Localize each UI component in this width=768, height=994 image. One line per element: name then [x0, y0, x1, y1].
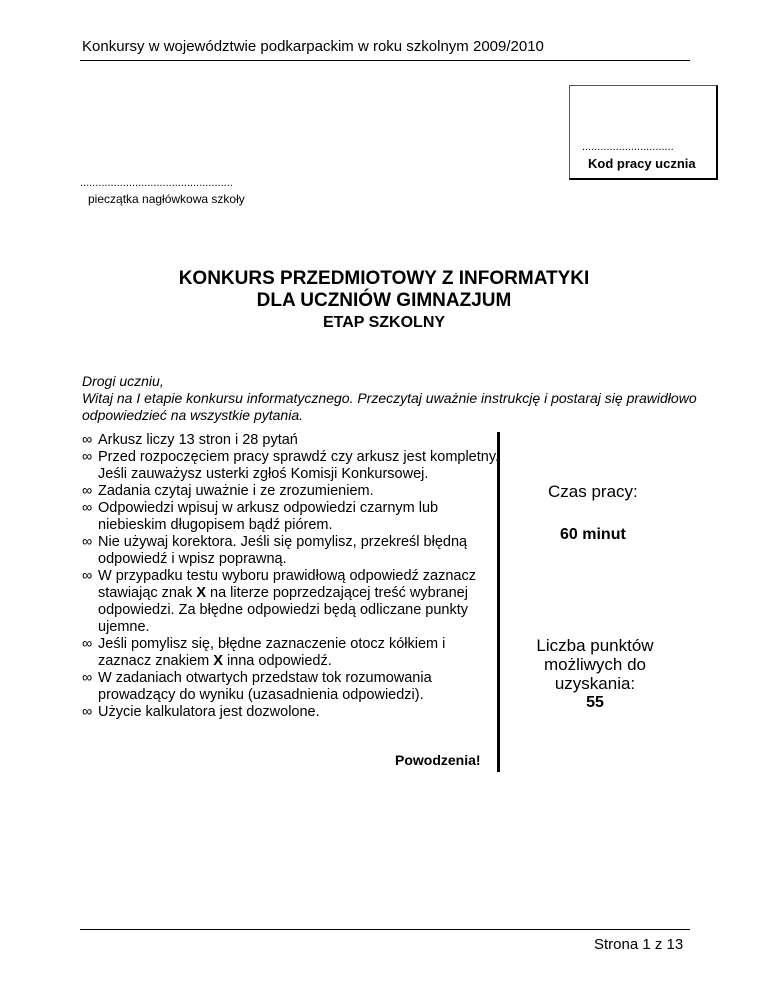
- instruction-text: W zadaniach otwartych przedstaw tok rozumowania prowadzący do wyniku (uzasadnienia odpowiedzi).: [98, 670, 432, 703]
- intro-greeting: Drogi uczniu,: [82, 373, 164, 389]
- bullet-icon: ∞: [82, 568, 93, 584]
- instruction-text: Odpowiedzi wpisuj w arkusz odpowiedzi czarnym lub niebieskim długopisem bądź piórem.: [98, 500, 439, 533]
- instruction-bold-mark: X: [213, 653, 223, 669]
- intro-text: Witaj na I etapie konkursu informatycznego. Przeczytaj uważnie instrukcję i postaraj się prawidłowo odpowiedzieć na wszystkie pytania.: [82, 390, 697, 423]
- instruction-text-continued: na literze poprzedzającej treść wybranej odpowiedzi. Za błędne odpowiedzi będą odliczane punkty ujemne.: [98, 585, 469, 635]
- points-value: 55: [586, 694, 604, 711]
- school-stamp-dots: ..................................................: [80, 177, 233, 189]
- page-header: Konkursy w województwie podkarpackim w roku szkolnym 2009/2010: [82, 38, 544, 55]
- instruction-item: [82, 636, 500, 670]
- instruction-text: Jeśli pomylisz się, błędne zaznaczenie otocz kółkiem i zaznacz znakiem: [98, 636, 446, 669]
- instruction-item: [82, 568, 500, 636]
- points-block: [520, 636, 670, 712]
- instruction-item: [82, 500, 500, 534]
- instruction-text: Nie używaj korektora. Jeśli się pomylisz, przekreśl błędną odpowiedź i wpisz poprawną.: [98, 534, 468, 567]
- instruction-text: Przed rozpoczęciem pracy sprawdź czy arkusz jest kompletny. Jeśli zauważysz usterki zgłoś Komisji Konkursowej.: [98, 449, 500, 482]
- bullet-icon: ∞: [82, 704, 93, 720]
- contest-stage: ETAP SZKOLNY: [322, 314, 446, 331]
- bullet-icon: ∞: [82, 432, 93, 448]
- bullet-icon: ∞: [82, 670, 93, 686]
- school-stamp-label: pieczątka nagłówkowa szkoły: [88, 192, 245, 206]
- instruction-item: [82, 704, 500, 721]
- bullet-icon: ∞: [82, 500, 93, 516]
- points-label-line2: możliwych do: [543, 655, 647, 674]
- points-label-line1: Liczba punktów: [536, 636, 654, 655]
- points-label-line3: uzyskania:: [554, 674, 636, 693]
- footer-divider: [80, 929, 690, 930]
- time-value: 60 minut: [560, 526, 626, 543]
- bullet-icon: ∞: [82, 636, 93, 652]
- bullet-icon: ∞: [82, 534, 93, 550]
- intro-section: [82, 373, 702, 424]
- time-label: Czas pracy:: [548, 482, 638, 501]
- instruction-text: Użycie kalkulatora jest dozwolone.: [98, 704, 320, 720]
- student-code-box: [569, 85, 718, 180]
- instruction-text: W przypadku testu wyboru prawidłową odpowiedź zaznacz stawiając znak: [98, 568, 476, 601]
- contest-title: KONKURS PRZEDMIOTOWY Z INFORMATYKI: [178, 268, 590, 289]
- bullet-icon: ∞: [82, 449, 93, 465]
- header-divider: [80, 60, 690, 61]
- page-number: Strona 1 z 13: [594, 936, 684, 953]
- good-luck-text: Powodzenia!: [395, 752, 481, 768]
- code-field-label: Kod pracy ucznia: [588, 156, 696, 171]
- instruction-item: [82, 670, 500, 704]
- instruction-item: [82, 432, 500, 449]
- instruction-item: [82, 483, 500, 500]
- instructions-list: [82, 432, 500, 721]
- code-field-dots: ..............................: [582, 141, 674, 153]
- contest-subtitle: DLA UCZNIÓW GIMNAZJUM: [256, 290, 512, 311]
- instruction-text-continued: inna odpowiedź.: [222, 653, 332, 669]
- instruction-item: [82, 534, 500, 568]
- instruction-item: [82, 449, 500, 483]
- instruction-text: Zadania czytaj uważnie i ze zrozumieniem.: [98, 483, 374, 499]
- instruction-bold-mark: X: [196, 585, 206, 601]
- bullet-icon: ∞: [82, 483, 93, 499]
- instruction-text: Arkusz liczy 13 stron i 28 pytań: [98, 432, 298, 448]
- vertical-divider: [497, 432, 500, 772]
